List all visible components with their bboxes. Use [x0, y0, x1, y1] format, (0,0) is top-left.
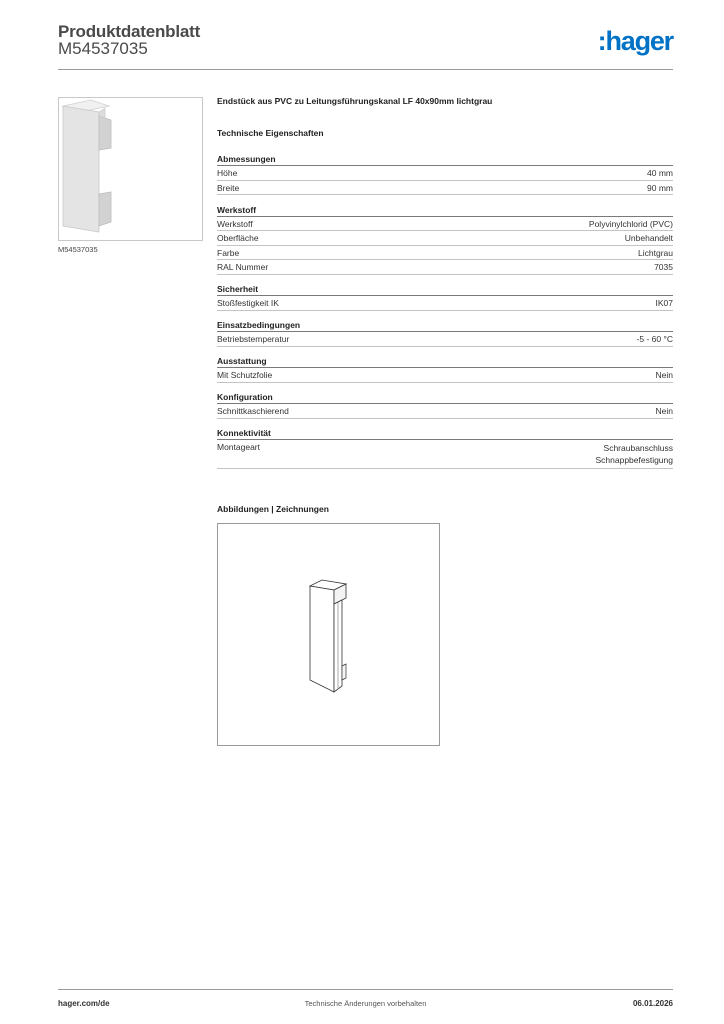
section-sicherheit — [217, 284, 673, 311]
row-value-line: Schnappbefestigung — [595, 455, 673, 465]
thumbnail-caption: M54537035 — [58, 245, 98, 254]
product-thumbnail-drawing — [59, 98, 202, 240]
row-value: Unbehandelt — [624, 233, 673, 243]
row-value: IK07 — [655, 298, 673, 308]
section-title: Ausstattung — [217, 356, 673, 368]
table-row — [217, 217, 673, 232]
table-row — [217, 260, 673, 275]
row-label: Mit Schutzfolie — [217, 370, 273, 380]
table-row — [217, 296, 673, 311]
technical-properties-title: Technische Eigenschaften — [217, 128, 324, 138]
table-row — [217, 166, 673, 181]
section-abmessungen — [217, 154, 673, 195]
section-title: Abmessungen — [217, 154, 673, 166]
row-label: Farbe — [217, 247, 240, 258]
main-content — [217, 96, 673, 469]
table-row — [217, 246, 673, 261]
section-werkstoff — [217, 205, 673, 275]
section-einsatzbedingungen — [217, 320, 673, 347]
row-label: Breite — [217, 182, 240, 193]
row-value: Nein — [655, 370, 673, 380]
section-ausstattung — [217, 356, 673, 383]
document-title: Produktdatenblatt — [58, 22, 201, 41]
row-label: Schnittkaschierend — [217, 406, 289, 416]
row-label: RAL Nummer — [217, 262, 269, 272]
row-value: -5 - 60 °C — [636, 334, 673, 344]
figures-title: Abbildungen | Zeichnungen — [217, 504, 329, 514]
row-label: Werkstoff — [217, 218, 253, 229]
row-label: Höhe — [217, 168, 238, 178]
section-title: Werkstoff — [217, 205, 673, 217]
footer-date: 06.01.2026 — [632, 999, 673, 1008]
row-value: Nein — [655, 406, 673, 416]
logo-text: :hager — [597, 26, 673, 56]
hager-logo — [598, 26, 673, 56]
table-row — [217, 332, 673, 347]
section-title: Konfiguration — [217, 392, 673, 404]
product-drawing — [217, 523, 440, 746]
row-label: Oberfläche — [217, 233, 259, 243]
row-value: 7035 — [654, 262, 673, 272]
table-row — [217, 404, 673, 419]
product-description: Endstück aus PVC zu Leitungsführungskanal LF 40x90mm lichtgrau — [217, 96, 493, 106]
section-title: Konnektivität — [217, 428, 673, 440]
row-label: Montageart — [217, 442, 260, 452]
page-header — [58, 20, 673, 70]
product-drawing-svg — [218, 524, 439, 745]
row-value-line: Schraubanschluss — [603, 443, 673, 453]
table-row — [217, 368, 673, 383]
footer-website-link[interactable]: hager.com/de — [58, 999, 110, 1008]
row-label: Betriebstemperatur — [217, 334, 290, 344]
document-number: M54537035 — [58, 39, 148, 58]
row-value: Polyvinylchlorid (PVC) — [588, 218, 673, 229]
section-title: Sicherheit — [217, 284, 673, 296]
row-value: 90 mm — [647, 182, 673, 193]
page-footer — [58, 989, 673, 1015]
section-title: Einsatzbedingungen — [217, 320, 673, 332]
footer-notice: Technische Änderungen vorbehalten — [304, 999, 427, 1008]
table-row — [217, 231, 673, 246]
table-row — [217, 440, 673, 469]
table-row — [217, 181, 673, 196]
row-label: Stoßfestigkeit IK — [217, 298, 279, 308]
section-konnektivitaet — [217, 428, 673, 469]
section-konfiguration — [217, 392, 673, 419]
product-thumbnail — [58, 97, 203, 241]
row-value: 40 mm — [647, 168, 673, 178]
row-value — [595, 442, 673, 466]
row-value: Lichtgrau — [638, 247, 673, 258]
